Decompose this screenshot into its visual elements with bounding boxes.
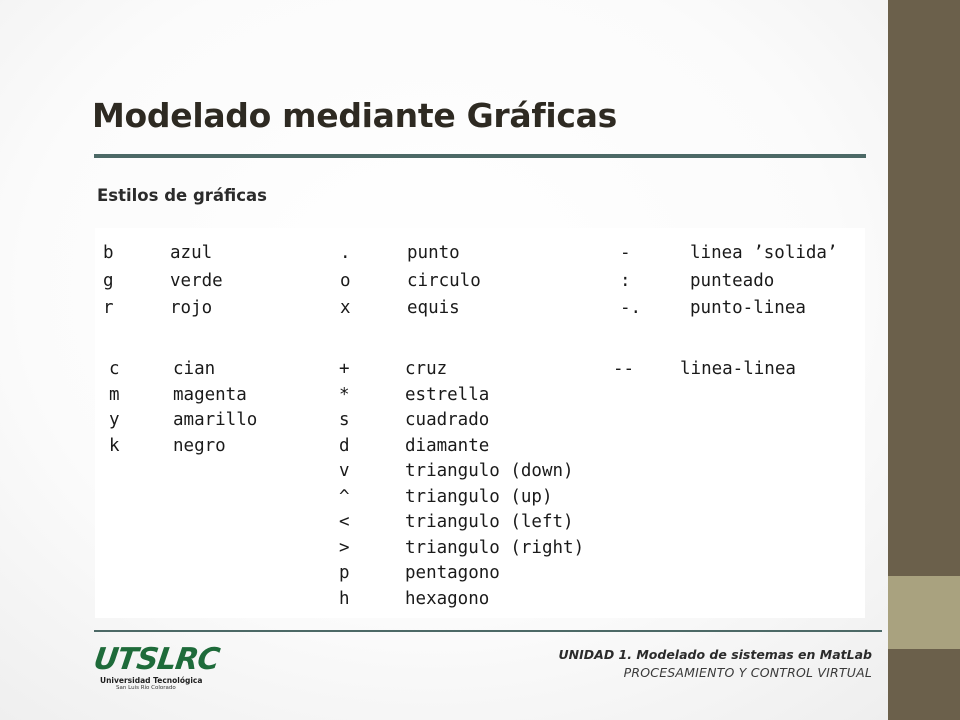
marker-code: d <box>339 435 350 456</box>
marker-name: pentagono <box>405 563 500 583</box>
marker-name: punto <box>407 243 460 263</box>
footer-course: PROCESAMIENTO Y CONTROL VIRTUAL <box>623 665 872 680</box>
marker-name: hexagono <box>405 588 490 609</box>
marker-code: ^ <box>339 486 350 507</box>
color-name: magenta <box>173 384 247 405</box>
line-style-name: punteado <box>690 270 775 291</box>
logo-location: San Luis Río Colorado <box>116 685 176 691</box>
line-style-name: linea ’solida’ <box>690 243 838 263</box>
line-style-code: - <box>620 243 631 263</box>
marker-name: equis <box>407 298 460 318</box>
plot-styles-table <box>95 228 865 618</box>
color-code: b <box>103 243 114 263</box>
marker-name: triangulo (left) <box>405 512 574 532</box>
marker-name: cruz <box>405 359 448 379</box>
color-code: g <box>103 270 114 291</box>
marker-name: triangulo (right) <box>405 537 585 558</box>
footer-unit: UNIDAD 1. Modelado de sistemas en MatLab <box>558 647 872 662</box>
color-code: c <box>109 359 120 379</box>
color-name: cian <box>173 359 216 379</box>
marker-code: v <box>339 461 350 481</box>
marker-code: > <box>339 537 350 558</box>
line-style-name: linea-linea <box>680 359 796 379</box>
marker-code: h <box>339 588 350 609</box>
university-logo <box>91 642 224 692</box>
color-name: rojo <box>170 298 213 318</box>
marker-code: x <box>340 298 351 318</box>
color-name: verde <box>170 270 223 291</box>
marker-code: + <box>339 359 350 379</box>
line-style-code: -. <box>620 298 642 318</box>
marker-code: . <box>340 243 351 263</box>
title-divider <box>94 154 866 158</box>
marker-name: cuadrado <box>405 410 490 430</box>
slide-title: Modelado mediante Gráficas <box>92 96 617 135</box>
marker-name: triangulo (up) <box>405 486 553 507</box>
logo-subtitle: Universidad Tecnológica <box>100 676 203 685</box>
color-name: amarillo <box>173 410 258 430</box>
line-style-name: punto-linea <box>690 298 806 318</box>
marker-code: * <box>339 384 350 405</box>
marker-name: estrella <box>405 384 490 405</box>
color-name: negro <box>173 435 226 456</box>
color-code: r <box>103 298 114 318</box>
marker-code: o <box>340 270 351 291</box>
footer-divider <box>94 630 882 632</box>
footer-caption <box>559 646 872 682</box>
color-name: azul <box>170 243 213 263</box>
line-style-code: : <box>620 270 631 291</box>
right-accent-block <box>888 576 960 649</box>
marker-name: triangulo (down) <box>405 461 574 481</box>
marker-code: s <box>339 410 350 430</box>
color-code: m <box>109 384 120 405</box>
marker-code: p <box>339 563 350 583</box>
logo-wordmark: UTSLRC <box>91 642 222 677</box>
slide-subtitle: Estilos de gráficas <box>97 186 267 205</box>
marker-code: < <box>339 512 350 532</box>
marker-name: circulo <box>407 270 481 291</box>
line-style-code: -- <box>613 359 635 379</box>
color-code: y <box>109 410 120 430</box>
marker-name: diamante <box>405 435 490 456</box>
color-code: k <box>109 435 120 456</box>
